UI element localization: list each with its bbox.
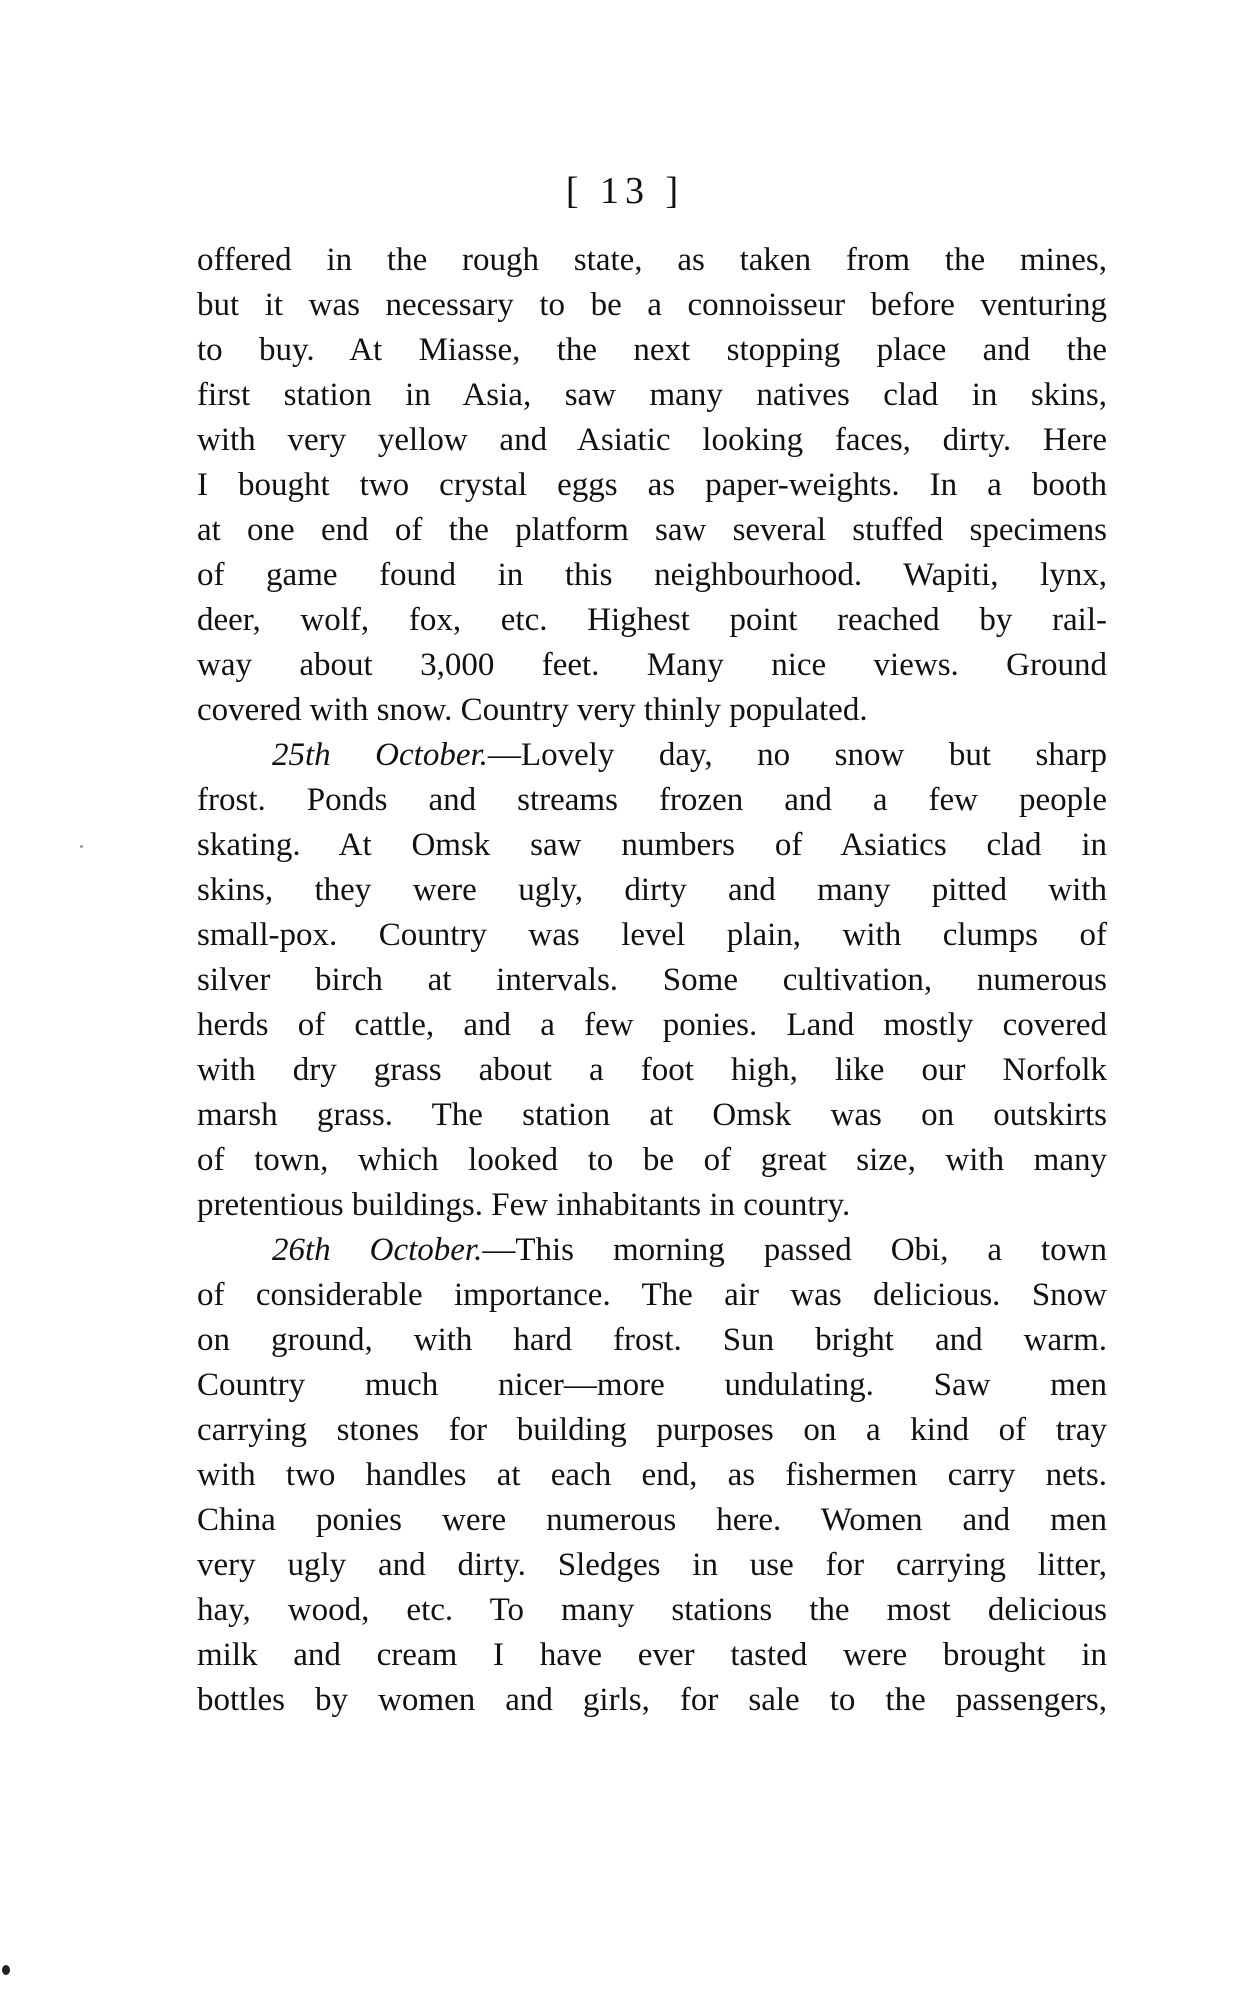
entry-26-first-line [197, 1228, 1107, 1273]
text-line: with very yellow and Asiatic looking faces, dirty. Here [197, 422, 1107, 458]
text-line: bottles by women and girls, for sale to the passengers, [197, 1682, 1107, 1718]
text-line: Country much nicer—more undulating. Saw men [197, 1367, 1107, 1403]
text-line: milk and cream I have ever tasted were brought in [197, 1637, 1107, 1673]
text-line: skins, they were ugly, dirty and many pitted with [197, 872, 1107, 908]
page-number: [ 13 ] [565, 170, 685, 212]
text-line: China ponies were numerous here. Women and men [197, 1502, 1107, 1538]
text-line: on ground, with hard frost. Sun bright and warm. [197, 1322, 1107, 1358]
entry-date: 25th October. [272, 737, 488, 773]
entry-date: 26th October. [272, 1232, 483, 1268]
text-line: to buy. At Miasse, the next stopping place and the [197, 332, 1107, 368]
body-text [197, 238, 1107, 1723]
text-line: herds of cattle, and a few ponies. Land mostly covered [197, 1007, 1107, 1043]
entry-text: —Lovely day, no snow but sharp [487, 737, 1107, 773]
text-line: first station in Asia, saw many natives clad in skins, [197, 377, 1107, 413]
text-line: of town, which looked to be of great size, with many [197, 1142, 1107, 1178]
text-line: of considerable importance. The air was delicious. Snow [197, 1277, 1107, 1313]
entry-text: —This morning passed Obi, a town [482, 1232, 1107, 1268]
entry-25-first-line [197, 733, 1107, 778]
text-line: offered in the rough state, as taken from the mines, [197, 242, 1107, 278]
text-line: frost. Ponds and streams frozen and a few people [197, 782, 1107, 818]
text-line: deer, wolf, fox, etc. Highest point reached by rail- [197, 602, 1107, 638]
text-line: way about 3,000 feet. Many nice views. Ground [197, 647, 1107, 683]
text-line: I bought two crystal eggs as paper-weights. In a booth [197, 467, 1107, 503]
text-line: but it was necessary to be a connoisseur before venturing [197, 287, 1107, 323]
text-line: pretentious buildings. Few inhabitants in country. [197, 1187, 851, 1223]
text-line: covered with snow. Country very thinly populated. [197, 692, 868, 728]
text-line: with dry grass about a foot high, like our Norfolk [197, 1052, 1107, 1088]
text-line: with two handles at each end, as fishermen carry nets. [197, 1457, 1107, 1493]
scan-speck [2, 1965, 10, 1975]
scan-speck [80, 845, 83, 848]
text-line: hay, wood, etc. To many stations the most delicious [197, 1592, 1107, 1628]
text-line: at one end of the platform saw several stuffed specimens [197, 512, 1107, 548]
text-line: skating. At Omsk saw numbers of Asiatics clad in [197, 827, 1107, 863]
text-line: small-pox. Country was level plain, with clumps of [197, 917, 1107, 953]
text-line: marsh grass. The station at Omsk was on outskirts [197, 1097, 1107, 1133]
text-line: very ugly and dirty. Sledges in use for carrying litter, [197, 1547, 1107, 1583]
text-line: of game found in this neighbourhood. Wapiti, lynx, [197, 557, 1107, 593]
text-line: carrying stones for building purposes on a kind of tray [197, 1412, 1107, 1448]
text-line: silver birch at intervals. Some cultivation, numerous [197, 962, 1107, 998]
